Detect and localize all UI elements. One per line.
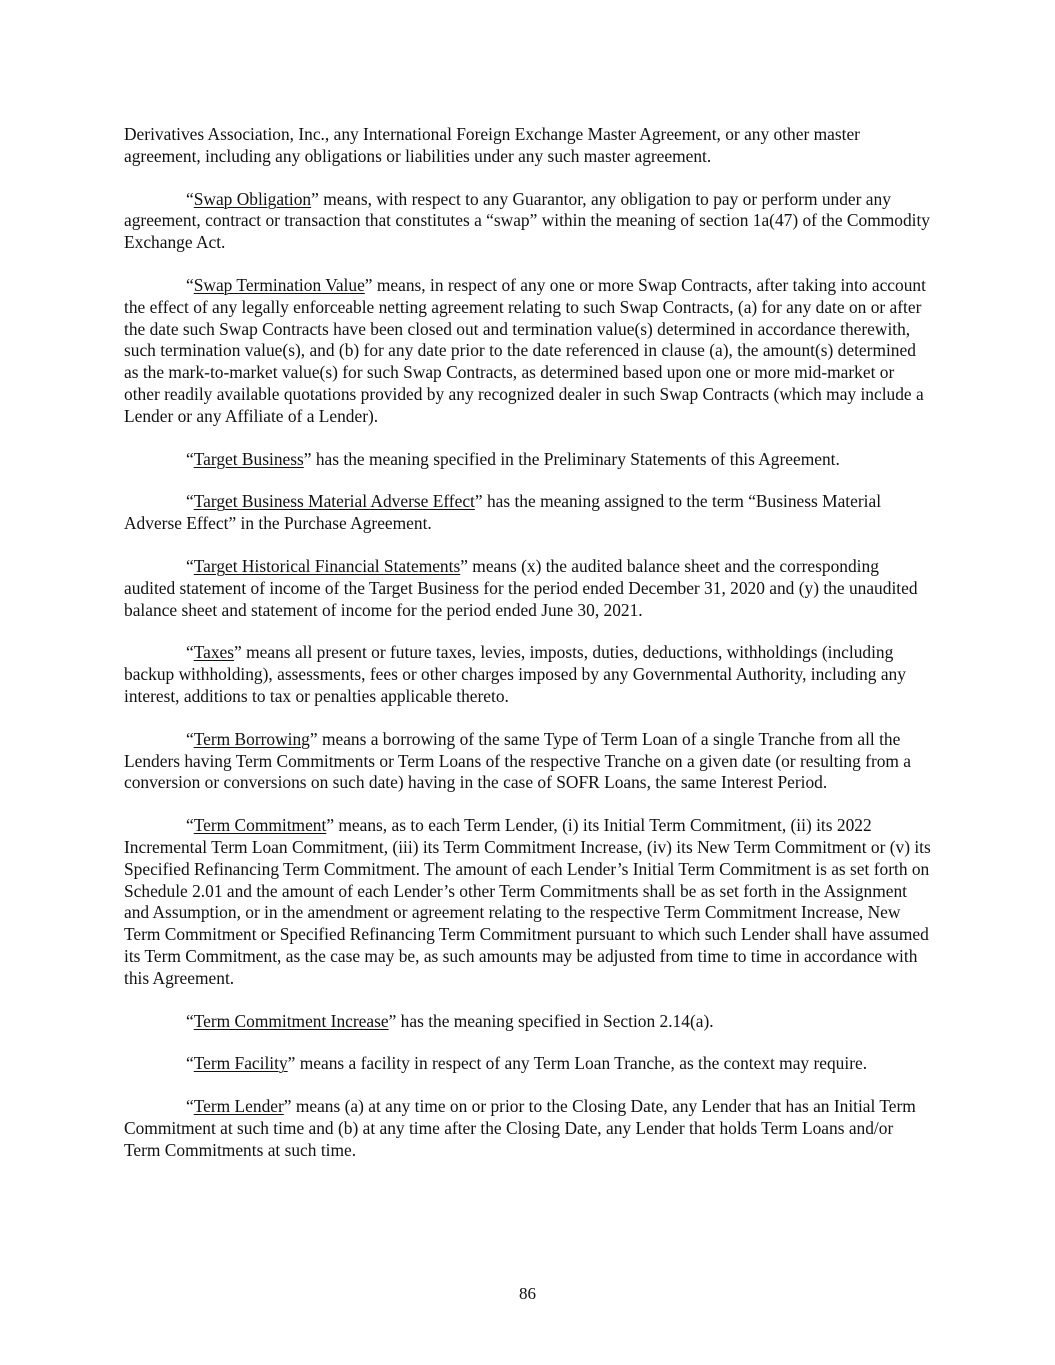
open-quote: “ [186, 448, 194, 469]
definition-term-commitment [124, 815, 932, 989]
definition-swap-termination-value [124, 275, 932, 428]
defined-term: Taxes [193, 642, 235, 663]
definition-target-historical-financial-statements [124, 556, 932, 621]
definition-text: ” means a facility in respect of any Term Loan Tranche, as the context may require. [287, 1053, 868, 1074]
document-body [124, 124, 932, 1182]
open-quote: “ [186, 642, 194, 663]
page-number: 86 [519, 1284, 536, 1303]
defined-term: Term Lender [193, 1096, 284, 1117]
definition-text: ” has the meaning specified in Section 2.14(a). [388, 1010, 714, 1031]
defined-term: Target Business [193, 448, 304, 469]
defined-term: Term Commitment Increase [193, 1010, 389, 1031]
open-quote: “ [186, 188, 194, 209]
open-quote: “ [186, 728, 194, 749]
definition-target-business [124, 449, 932, 471]
open-quote: “ [186, 555, 194, 576]
defined-term: Term Facility [193, 1053, 288, 1074]
open-quote: “ [186, 274, 194, 295]
open-quote: “ [186, 815, 194, 836]
definition-text: ” means (a) at any time on or prior to the Closing Date, any Lender that has an Initial Term Commitment at such time and (b) at any time after the Closing Date, any Lender that holds Term Loans and/or Term Commitments at such time. [124, 1096, 916, 1160]
open-quote: “ [186, 491, 194, 512]
definition-target-business-mae [124, 491, 932, 535]
definition-text: ” means, in respect of any one or more Swap Contracts, after taking into account the effect of any legally enforceable netting agreement relating to such Swap Contracts, (a) for any date on or after the date such Swap Contracts have been closed out and termination value(s) determined in accordance therewith, such termination value(s), and (b) for any date prior to the date referenced in clause (a), the amount(s) determined as the mark-to-market value(s) for such Swap Contracts, as determined based upon one or more mid-market or other readily available quotations provided by any recognized dealer in such Swap Contracts (which may include a Lender or any Affiliate of a Lender). [124, 274, 926, 426]
definition-text: ” means a borrowing of the same Type of Term Loan of a single Tranche from all the Lenders having Term Commitments or Term Loans of the respective Tranche on a given date (or resulting from a conversion or conversions on such date) having in the case of SOFR Loans, the same Interest Period. [124, 728, 912, 793]
definition-taxes [124, 642, 932, 707]
definition-term-facility [124, 1053, 932, 1075]
defined-term: Swap Termination Value [193, 274, 365, 295]
definition-text: ” has the meaning assigned to the term “Business Material Adverse Effect” in the Purchase Agreement. [124, 491, 882, 534]
definition-term-commitment-increase [124, 1011, 932, 1033]
defined-term: Target Business Material Adverse Effect [193, 491, 475, 512]
definition-text: ” means, with respect to any Guarantor, any obligation to pay or perform under any agreement, contract or transaction that constitutes a “swap” within the meaning of section 1a(47) of the Commodity Exchange Act. [124, 188, 931, 253]
continuation-paragraph: Derivatives Association, Inc., any International Foreign Exchange Master Agreement, or any other master agreement, including any obligations or liabilities under any such master agreement. [124, 124, 860, 166]
definition-swap-obligation [124, 189, 932, 254]
defined-term: Term Borrowing [193, 728, 310, 749]
defined-term: Swap Obligation [193, 188, 312, 209]
definition-text: ” means, as to each Term Lender, (i) its Initial Term Commitment, (ii) its 2022 Incremental Term Loan Commitment, (iii) its Term Commitment Increase, (iv) its New Term Commitment or (v) its Specified Refinancing Term Commitment. The amount of each Lender’s Initial Term Commitment is as set forth on Schedule 2.01 and the amount of each Lender’s other Term Commitments shall be as set forth in the Assignment and Assumption, or in the amendment or agreement relating to the respective Term Commitment Increase, New Term Commitment or Specified Refinancing Term Commitment pursuant to which such Lender shall have assumed its Term Commitment, as the case may be, as such amounts may be adjusted from time to time in accordance with this Agreement. [124, 815, 931, 988]
open-quote: “ [186, 1053, 194, 1074]
defined-term: Target Historical Financial Statements [193, 555, 461, 576]
defined-term: Term Commitment [193, 815, 327, 836]
definition-text: ” means all present or future taxes, levies, imposts, duties, deductions, withholdings (including backup withholding), assessments, fees or other charges imposed by any Governmental Authority, including any interest, additions to tax or penalties applicable thereto. [124, 642, 906, 706]
open-quote: “ [186, 1010, 194, 1031]
definition-term-borrowing [124, 729, 932, 794]
definition-term-lender [124, 1096, 932, 1161]
definition-text: ” has the meaning specified in the Preliminary Statements of this Agreement. [303, 448, 840, 469]
definition-text: ” means (x) the audited balance sheet and the corresponding audited statement of income of the Target Business for the period ended December 31, 2020 and (y) the unaudited balance sheet and statement of income for the period ended June 30, 2021. [124, 555, 918, 620]
open-quote: “ [186, 1096, 194, 1117]
